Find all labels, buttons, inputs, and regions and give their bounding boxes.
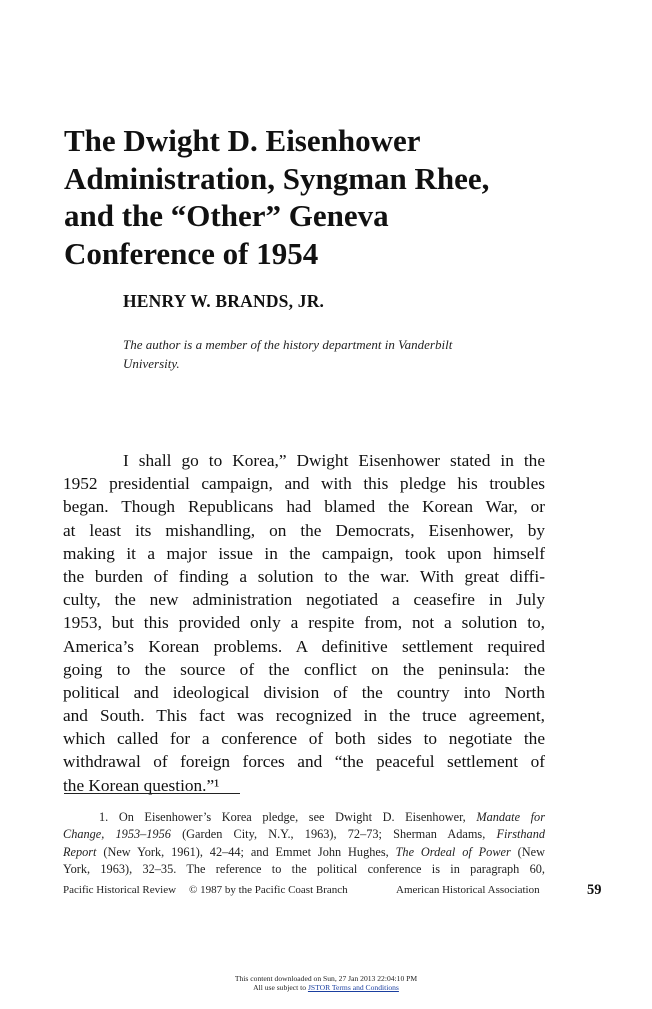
download-timestamp: This content downloaded on Sun, 27 Jan 2013 22:04:10 PM (234, 974, 418, 983)
title-line: The Dwight D. Eisenhower (64, 123, 421, 158)
footnote-book-title: Firsthand (496, 827, 545, 842)
body-line: going to the source of the conflict on the peninsula: the (63, 659, 545, 679)
body-line: I shall go to Korea,” Dwight Eisenhower stated in the (123, 451, 545, 470)
body-line: making it a major issue in the campaign, took upon himself (63, 543, 545, 563)
body-line: and South. This fact was recognized in the truce agreement, (63, 706, 545, 726)
footnote-text: (Garden City, N.Y., 1963), 72–73; Sherman Adams, (170, 827, 497, 842)
footnote-line (63, 826, 545, 843)
download-notice (0, 974, 652, 992)
body-line: the Korean question.”¹ (63, 775, 220, 795)
body-line: which called for a conference of both sides to negotiate the (63, 729, 545, 749)
title-line: Conference of 1954 (64, 235, 319, 271)
body-line: at least its mishandling, on the Democrats, Eisenhower, by (63, 520, 545, 540)
footnote-book-title: Change, 1953–1956 (63, 827, 171, 842)
terms-prefix: All use subject to (253, 983, 308, 992)
footnote-line (63, 844, 545, 861)
title-line: and the “Other” Geneva (64, 198, 389, 233)
page-footer (63, 882, 605, 898)
affiliation-line: The author is a member of the history department in Vanderbilt (123, 337, 453, 352)
journal-name: Pacific Historical Review (63, 884, 177, 896)
article-body (63, 449, 545, 797)
footnote-book-title: The Ordeal of Power (395, 844, 511, 859)
footnote-text: (New (510, 844, 545, 859)
body-line: the burden of finding a solution to the war. With great diffi- (63, 566, 545, 586)
terms-line (0, 983, 652, 992)
footnote-book-title: Report (63, 844, 97, 859)
body-line: culty, the new administration negotiated a ceasefire in July (63, 590, 545, 610)
body-line: withdrawal of foreign forces and “the peaceful settlement of (63, 752, 545, 772)
author-affiliation (123, 335, 543, 373)
footnote-book-title: Mandate for (476, 810, 545, 824)
body-line: America’s Korean problems. A definitive settlement required (63, 636, 545, 656)
footnote-line (63, 809, 545, 826)
footnote-text: 1. On Eisenhower’s Korea pledge, see Dwight D. Eisenhower, (99, 810, 477, 824)
footnote (63, 809, 545, 878)
footnote-line (63, 861, 545, 878)
footnote-text: (New York, 1961), 42–44; and Emmet John Hughes, (96, 844, 396, 859)
body-line: 1953, but this provided only a respite from, not a solution to, (63, 613, 545, 633)
author-name: HENRY W. BRANDS, JR. (123, 291, 325, 311)
body-line: political and ideological division of the country into North (63, 682, 545, 702)
body-line: 1952 presidential campaign, and with this pledge his troubles (63, 474, 545, 494)
footnote-divider (64, 793, 240, 794)
affiliation-line: University. (123, 356, 180, 371)
copyright-notice: © 1987 by the Pacific Coast Branch (189, 884, 348, 896)
page-number: 59 (587, 882, 602, 898)
article-title (64, 122, 584, 272)
title-line: Administration, Syngman Rhee, (64, 160, 490, 196)
footnote-text: York, 1963), 32–35. The reference to the political conference is in paragraph 60, (63, 861, 545, 876)
jstor-terms-link[interactable]: JSTOR Terms and Conditions (307, 983, 399, 992)
body-line: began. Though Republicans had blamed the Korean War, or (63, 497, 545, 517)
association-name: American Historical Association (396, 884, 540, 896)
